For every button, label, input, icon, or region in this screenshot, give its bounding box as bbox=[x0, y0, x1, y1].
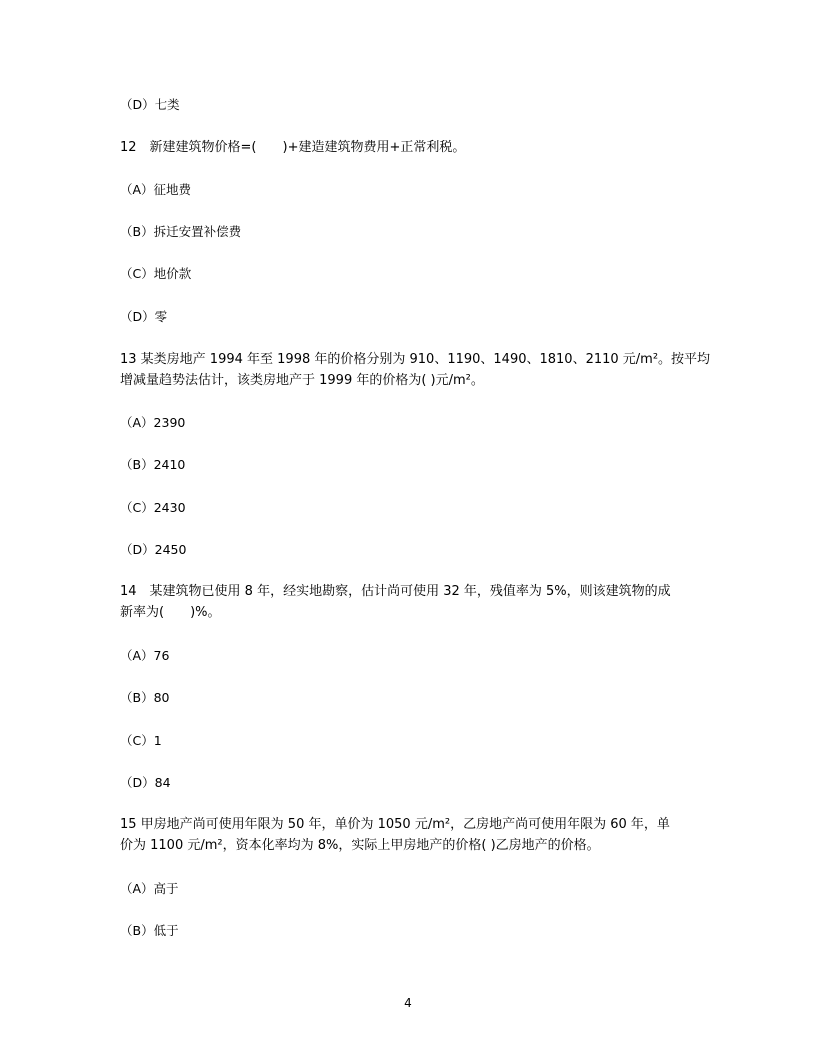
q14-stem-line1: 14 某建筑物已使用 8 年，经实地勘察，估计尚可使用 32 年，残值率为 5%，则该建筑物的成 bbox=[120, 584, 671, 599]
q14-option-b: （B）80 bbox=[120, 690, 170, 705]
q14-option-a: （A）76 bbox=[120, 648, 170, 663]
q12-option-a: （A）征地费 bbox=[120, 182, 192, 197]
q15-option-b: （B）低于 bbox=[120, 923, 179, 938]
q12-option-b: （B）拆迁安置补偿费 bbox=[120, 224, 242, 239]
q13-option-a: （A）2390 bbox=[120, 415, 186, 430]
q14-stem-line2: 新率为( )%。 bbox=[120, 605, 221, 620]
q14-option-c: （C）1 bbox=[120, 733, 162, 748]
q13-option-c: （C）2430 bbox=[120, 500, 186, 515]
q12-option-d: （D）零 bbox=[120, 309, 168, 324]
q13-option-b: （B）2410 bbox=[120, 457, 186, 472]
q12-option-c: （C）地价款 bbox=[120, 266, 192, 281]
q11-option-d: （D）七类 bbox=[120, 97, 180, 112]
q15-stem-line1: 15 甲房地产尚可使用年限为 50 年，单价为 1050 元/m²，乙房地产尚可使用年限为 60 年，单 bbox=[120, 817, 670, 832]
q13-option-d: （D）2450 bbox=[120, 542, 187, 557]
q13-stem-line1: 13 某类房地产 1994 年至 1998 年的价格分别为 910、1190、1490、1810、2110 元/m²。按平均 bbox=[120, 352, 711, 367]
page-number: 4 bbox=[404, 996, 412, 1010]
q12-stem: 12 新建建筑物价格=( )+建造建筑物费用+正常利税。 bbox=[120, 140, 466, 155]
q15-option-a: （A）高于 bbox=[120, 881, 179, 896]
q14-option-d: （D）84 bbox=[120, 775, 171, 790]
q15-stem-line2: 价为 1100 元/m²，资本化率均为 8%，实际上甲房地产的价格( )乙房地产的价格。 bbox=[120, 838, 600, 853]
q13-stem-line2: 增减量趋势法估计，该类房地产于 1999 年的价格为( )元/m²。 bbox=[120, 373, 484, 388]
